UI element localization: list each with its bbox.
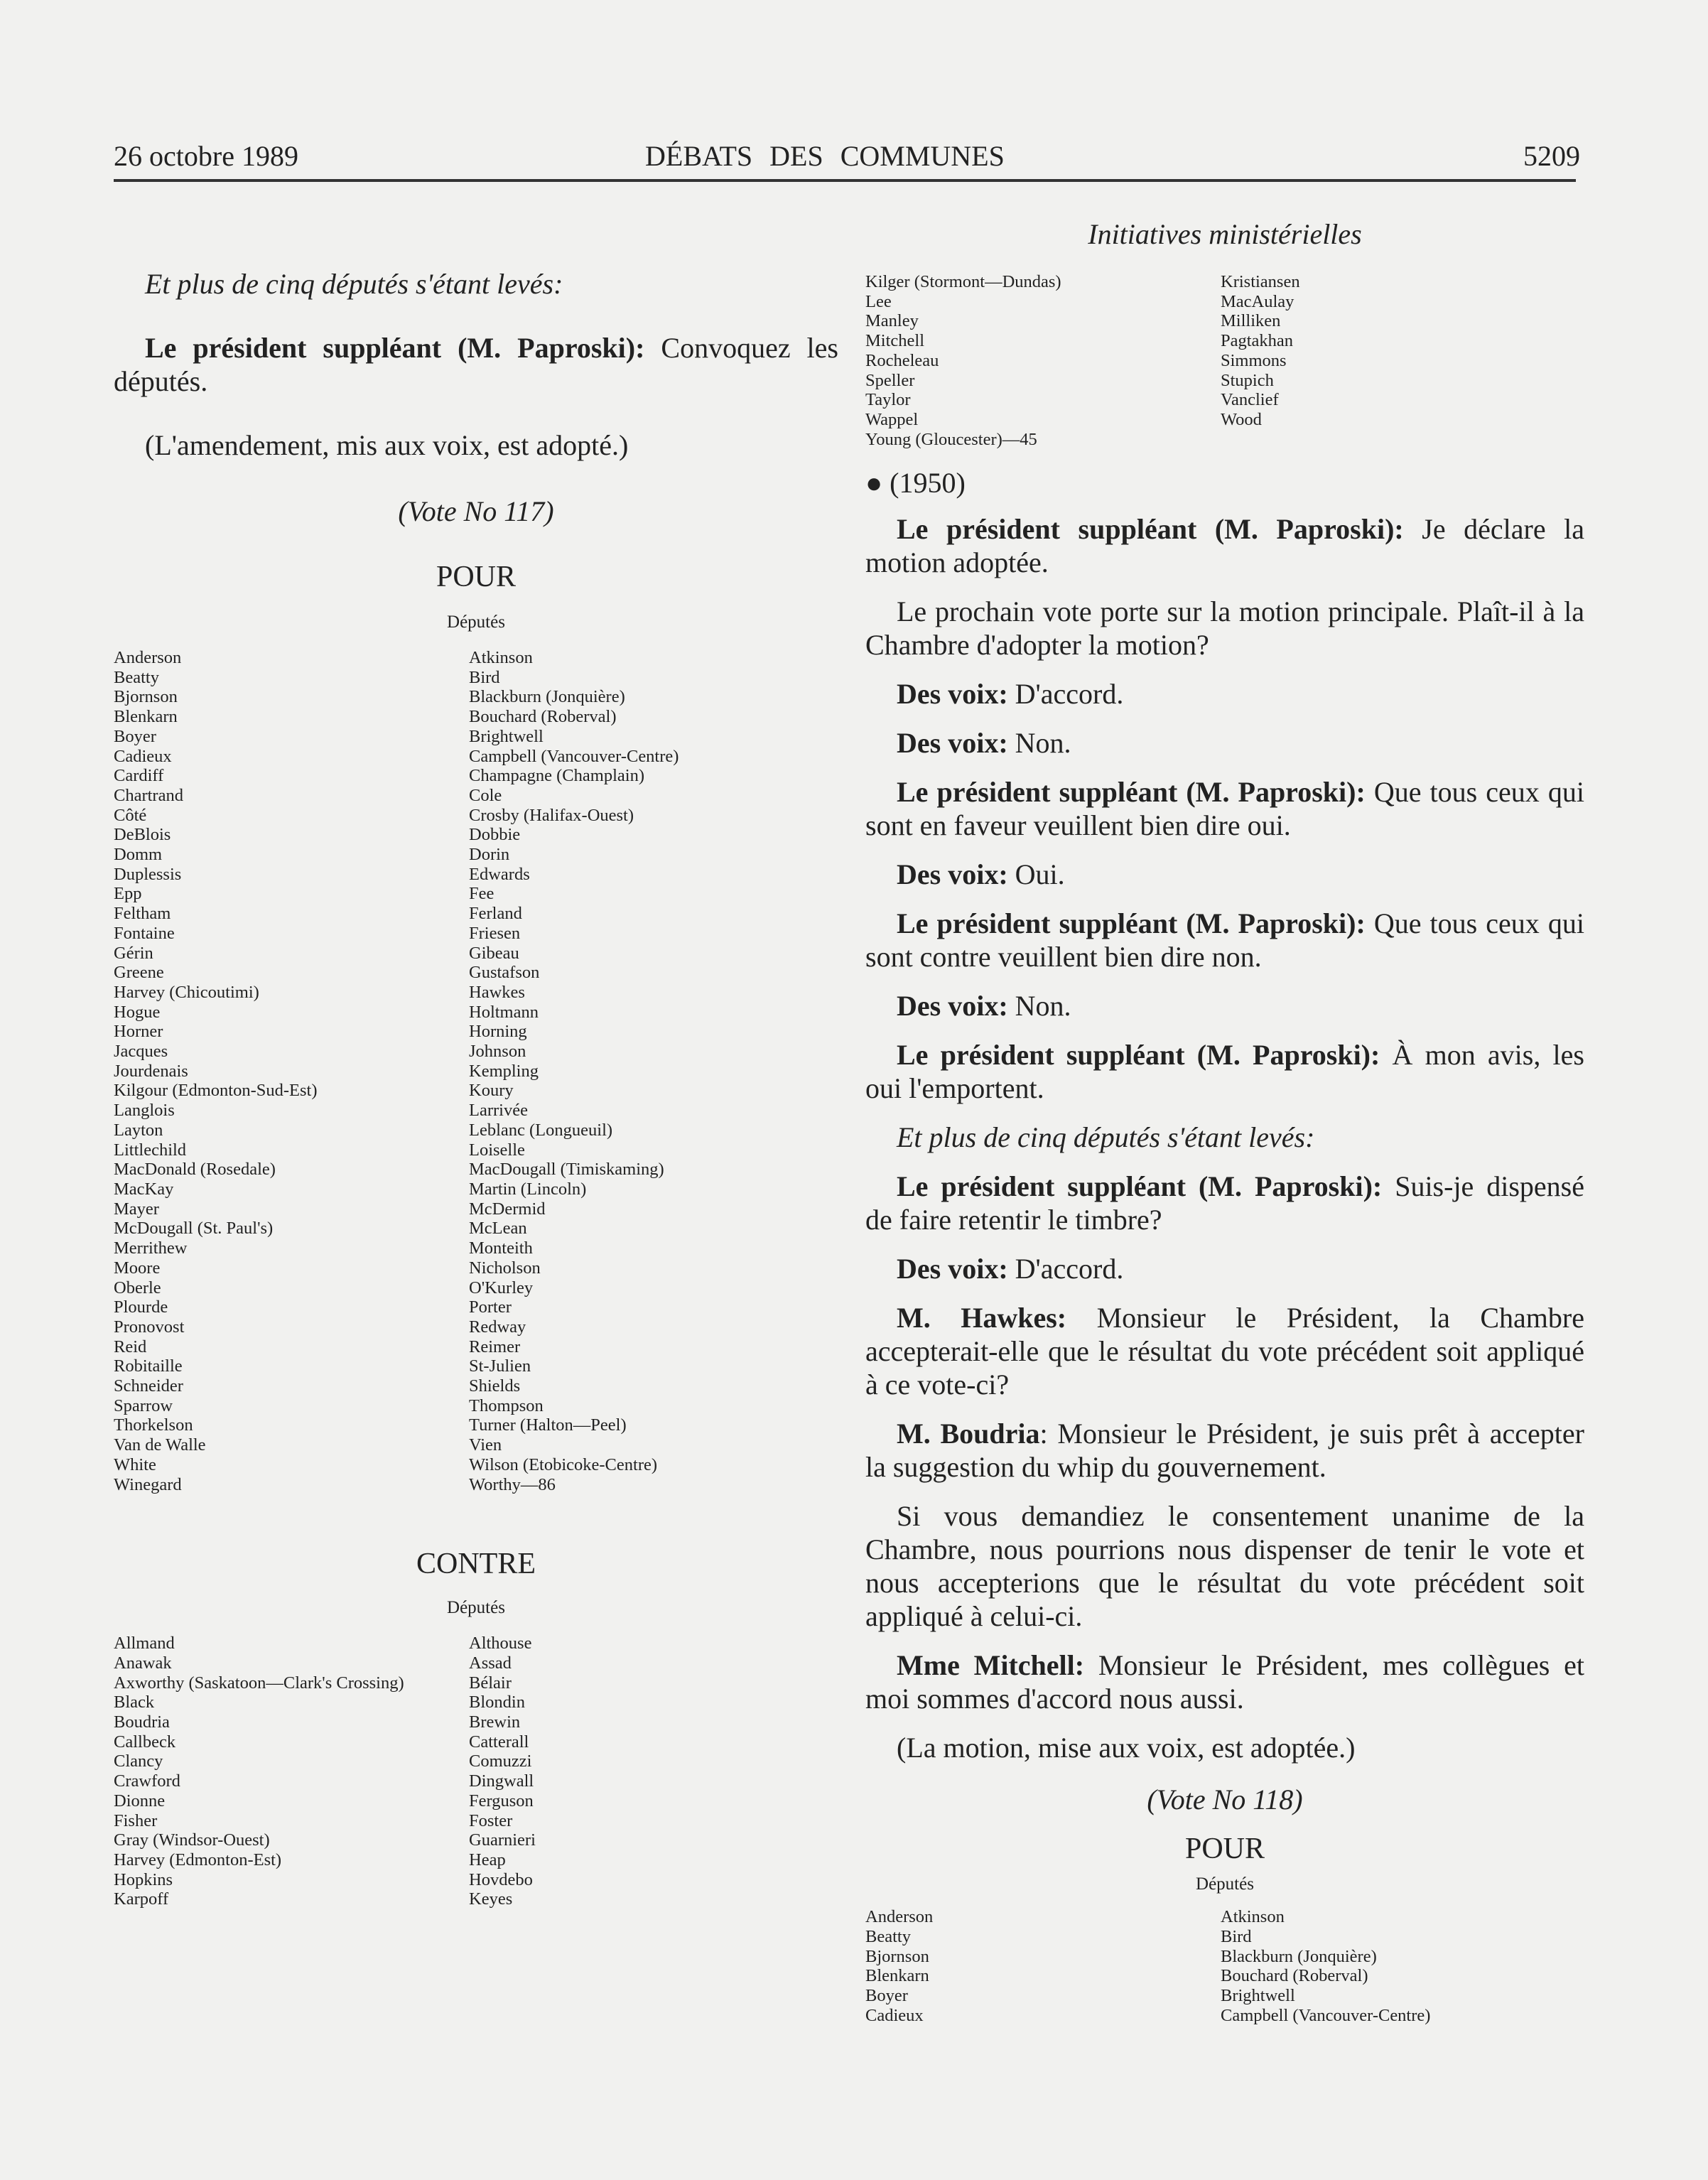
- member-name: Fisher: [114, 1811, 158, 1830]
- member-name: Blenkarn: [114, 707, 178, 727]
- page-number: 5209: [1523, 140, 1580, 172]
- paragraph-deputes-leves-2: Et plus de cinq députés s'étant levés:: [897, 1121, 1315, 1154]
- time-marker-text: (1950): [890, 467, 966, 500]
- member-name: Dobbie: [469, 825, 521, 845]
- speaker-name: Le président suppléant (M. Paproski):: [897, 776, 1366, 809]
- paragraph-deputes-leves: Et plus de cinq députés s'étant levés:: [145, 268, 563, 300]
- member-name: Kilger (Stormont—Dundas): [865, 272, 1061, 291]
- paragraph-voix-oui: [865, 858, 1584, 891]
- member-name: O'Kurley: [469, 1278, 534, 1297]
- member-name: Simmons: [1221, 350, 1287, 370]
- member-name: Hawkes: [469, 982, 525, 1002]
- speaker-name: Des voix:: [897, 678, 1008, 711]
- member-name: Catterall: [469, 1732, 529, 1752]
- speech-text: D'accord.: [1007, 678, 1124, 711]
- member-name: Assad: [469, 1653, 512, 1673]
- member-name: McLean: [469, 1219, 527, 1239]
- member-name: Harvey (Chicoutimi): [114, 982, 259, 1002]
- speech-text: Oui.: [1007, 858, 1065, 891]
- paragraph-convoquez: [114, 331, 838, 398]
- member-name: Ferland: [469, 904, 522, 924]
- header-rule: [114, 179, 1576, 182]
- member-name: Wappel: [865, 409, 919, 429]
- member-name: Thorkelson: [114, 1415, 193, 1435]
- member-name: Anderson: [114, 648, 182, 667]
- member-name: Wilson (Etobicoke-Centre): [469, 1455, 658, 1474]
- member-name: Domm: [114, 845, 163, 865]
- member-name: MacAulay: [1221, 291, 1294, 311]
- member-name: Campbell (Vancouver-Centre): [1221, 2005, 1431, 2025]
- member-name: Leblanc (Longueuil): [469, 1120, 613, 1140]
- member-name: Jacques: [114, 1042, 168, 1062]
- member-name: Boyer: [114, 726, 156, 746]
- speaker-name: M. Boudria: [897, 1418, 1040, 1450]
- member-name: Jourdenais: [114, 1061, 188, 1081]
- speech-text: Suis-je dispensé de faire retentir le timbre?: [865, 1170, 1584, 1236]
- pour-names-column-2: [469, 648, 838, 1494]
- member-name: Koury: [469, 1081, 514, 1101]
- member-name: Heap: [469, 1850, 506, 1869]
- member-name: Blackburn (Jonquière): [1221, 1946, 1377, 1966]
- member-name: Dionne: [114, 1791, 166, 1811]
- speaker-name: Le président suppléant (M. Paproski):: [145, 332, 645, 364]
- pour-names-column-1: [114, 648, 469, 1494]
- paragraph-oui-emportent: [865, 1038, 1584, 1105]
- member-name: White: [114, 1455, 156, 1474]
- speaker-name: Le président suppléant (M. Paproski):: [897, 1039, 1380, 1072]
- speech-text: Que tous ceux qui sont en faveur veuillent bien dire oui.: [865, 776, 1584, 842]
- pour-subheading: Députés: [447, 613, 505, 632]
- member-name: Rocheleau: [865, 350, 939, 370]
- member-name: Allmand: [114, 1634, 175, 1653]
- bullet-icon: ●: [865, 467, 883, 500]
- member-name: Bélair: [469, 1673, 512, 1693]
- member-name: Boudria: [114, 1712, 170, 1732]
- member-name: DeBlois: [114, 825, 171, 845]
- member-name: Speller: [865, 370, 915, 390]
- speech-text: Convoquez les députés.: [114, 332, 838, 397]
- paragraph-hawkes: [865, 1301, 1584, 1401]
- member-name: Loiselle: [469, 1140, 525, 1160]
- member-name: Pronovost: [114, 1317, 185, 1337]
- member-name: Epp: [114, 884, 142, 904]
- paragraph-boudria: [865, 1417, 1584, 1484]
- member-name: Fontaine: [114, 923, 175, 943]
- member-name: Cadieux: [865, 2005, 924, 2025]
- speech-text: Non.: [1007, 727, 1071, 760]
- vote-title-2: (Vote No 118): [1147, 1784, 1303, 1816]
- member-name: Gustafson: [469, 963, 540, 983]
- member-name: Keyes: [469, 1889, 513, 1909]
- contre-heading: CONTRE: [416, 1548, 536, 1581]
- paragraph-voix-non: [865, 726, 1584, 760]
- member-name: Johnson: [469, 1042, 526, 1062]
- member-name: Althouse: [469, 1634, 532, 1653]
- member-name: McDermid: [469, 1199, 546, 1219]
- member-name: Holtmann: [469, 1002, 539, 1022]
- pour-names-column-1: [865, 1907, 1221, 2025]
- paragraph-voix-non-2: [865, 989, 1584, 1022]
- member-name: Crawford: [114, 1771, 180, 1791]
- paragraph-prochain-vote: Le prochain vote porte sur la motion principale. Plaît-il à la Chambre d'adopter la motion?: [865, 595, 1584, 662]
- member-name: Kristiansen: [1221, 272, 1300, 291]
- member-name: Blackburn (Jonquière): [469, 687, 625, 707]
- pour-heading: POUR: [436, 561, 517, 593]
- header-date: 26 octobre 1989: [114, 140, 298, 172]
- member-name: Dingwall: [469, 1771, 534, 1791]
- member-name: Wood: [1221, 409, 1262, 429]
- member-name: Manley: [865, 311, 919, 331]
- speaker-name: Des voix:: [897, 990, 1008, 1022]
- member-name: Redway: [469, 1317, 526, 1337]
- contre-continued-column-2: [1221, 272, 1584, 449]
- speech-text: Je déclare la motion adoptée.: [865, 513, 1584, 579]
- pour-subheading-2: Députés: [1196, 1874, 1254, 1894]
- member-name: Bird: [1221, 1927, 1252, 1947]
- contre-subheading: Députés: [447, 1598, 505, 1618]
- paragraph-consentement: Si vous demandiez le consentement unanime de la Chambre, nous pourrions nous dispenser de tenir le vote et nous accepterions que le résultat du vote précédent soit appliqué à celui-ci.: [865, 1500, 1584, 1633]
- member-name: Merrithew: [114, 1239, 188, 1258]
- paragraph-voix-accord-2: [865, 1252, 1584, 1285]
- member-name: Gibeau: [469, 943, 519, 963]
- member-name: Porter: [469, 1297, 512, 1317]
- section-title: Initiatives ministérielles: [1088, 218, 1362, 250]
- contre-names-column-2: [469, 1634, 838, 1909]
- paragraph-motion-adoptee-2: (La motion, mise aux voix, est adoptée.): [897, 1732, 1356, 1764]
- member-name: Karpoff: [114, 1889, 169, 1909]
- member-name: Black: [114, 1693, 155, 1712]
- speaker-name: Le président suppléant (M. Paproski):: [897, 1170, 1383, 1203]
- member-name: Brewin: [469, 1712, 521, 1732]
- member-name: Duplessis: [114, 864, 182, 884]
- member-name: Bouchard (Roberval): [469, 707, 617, 727]
- member-name: Cole: [469, 785, 502, 805]
- speech-text: : Monsieur le Président, je suis prêt à accepter la suggestion du whip du gouvernement.: [865, 1418, 1584, 1484]
- member-name: Bjornson: [114, 687, 178, 707]
- member-name: St-Julien: [469, 1356, 531, 1376]
- member-name: Young (Gloucester)—45: [865, 429, 1037, 449]
- speaker-name: Mme Mitchell:: [897, 1649, 1085, 1682]
- contre-names-column-1: [114, 1634, 469, 1909]
- member-name: Brightwell: [469, 726, 544, 746]
- paragraph-motion-adoptee: [865, 512, 1584, 579]
- member-name: Van de Walle: [114, 1435, 206, 1455]
- paragraph-voix-accord: [865, 677, 1584, 711]
- pour-heading-2: POUR: [1184, 1833, 1265, 1866]
- speech-text: Monsieur le Président, mes collègues et moi sommes d'accord nous aussi.: [865, 1649, 1584, 1715]
- speaker-name: Des voix:: [897, 858, 1008, 891]
- member-name: Beatty: [114, 667, 159, 687]
- member-name: Turner (Halton—Peel): [469, 1415, 627, 1435]
- member-name: Reid: [114, 1337, 147, 1356]
- member-name: Anawak: [114, 1653, 172, 1673]
- member-name: McDougall (St. Paul's): [114, 1219, 274, 1239]
- member-name: Martin (Lincoln): [469, 1179, 587, 1199]
- speech-text: À mon avis, les oui l'emportent.: [865, 1039, 1584, 1105]
- header-title: DÉBATS DES COMMUNES: [645, 140, 1005, 172]
- member-name: Bjornson: [865, 1946, 929, 1966]
- member-name: Feltham: [114, 904, 171, 924]
- member-name: Callbeck: [114, 1732, 176, 1752]
- member-name: Côté: [114, 805, 147, 825]
- time-marker: [865, 466, 1584, 500]
- member-name: Horning: [469, 1022, 527, 1042]
- member-name: Taylor: [865, 390, 911, 410]
- paragraph-en-faveur: [865, 775, 1584, 842]
- member-name: Guarnieri: [469, 1830, 536, 1850]
- paragraph-timbre: [865, 1170, 1584, 1236]
- member-name: Gérin: [114, 943, 153, 963]
- member-name: Atkinson: [469, 648, 533, 667]
- member-name: Dorin: [469, 845, 510, 865]
- member-name: Winegard: [114, 1474, 182, 1494]
- speaker-name: Des voix:: [897, 1253, 1008, 1285]
- vote-title: (Vote No 117): [398, 495, 554, 527]
- pour-names-column-2: [1221, 1907, 1584, 2025]
- member-name: Stupich: [1221, 370, 1274, 390]
- member-name: Hovdebo: [469, 1869, 533, 1889]
- member-name: Ferguson: [469, 1791, 534, 1811]
- member-name: Greene: [114, 963, 164, 983]
- pour-names-list-2: [865, 1907, 1584, 2025]
- right-column: [865, 272, 1584, 2026]
- member-name: Atkinson: [1221, 1907, 1285, 1927]
- member-name: Cadieux: [114, 746, 172, 766]
- member-name: Larrivée: [469, 1101, 528, 1121]
- member-name: Oberle: [114, 1278, 161, 1297]
- member-name: Friesen: [469, 923, 521, 943]
- contre-names-list: [114, 1634, 838, 1909]
- contre-continued-list: [865, 272, 1584, 449]
- member-name: Boyer: [865, 1986, 908, 2006]
- member-name: Crosby (Halifax-Ouest): [469, 805, 634, 825]
- member-name: Vien: [469, 1435, 502, 1455]
- member-name: Nicholson: [469, 1258, 541, 1278]
- member-name: Lee: [865, 291, 892, 311]
- member-name: Blenkarn: [865, 1966, 929, 1986]
- member-name: Langlois: [114, 1101, 175, 1121]
- member-name: Gray (Windsor-Ouest): [114, 1830, 270, 1850]
- member-name: Worthy—86: [469, 1474, 556, 1494]
- member-name: Pagtakhan: [1221, 331, 1294, 351]
- member-name: Hopkins: [114, 1869, 173, 1889]
- speech-text: D'accord.: [1007, 1253, 1124, 1285]
- member-name: Chartrand: [114, 785, 183, 805]
- member-name: Hogue: [114, 1002, 161, 1022]
- member-name: Harvey (Edmonton-Est): [114, 1850, 282, 1869]
- paragraph-amendement-adopte: (L'amendement, mis aux voix, est adopté.): [145, 429, 629, 461]
- member-name: Champagne (Champlain): [469, 766, 644, 786]
- member-name: Anderson: [865, 1907, 934, 1927]
- speaker-name: Des voix:: [897, 727, 1008, 760]
- member-name: Bouchard (Roberval): [1221, 1966, 1368, 1986]
- member-name: Vanclief: [1221, 390, 1279, 410]
- member-name: Axworthy (Saskatoon—Clark's Crossing): [114, 1673, 404, 1693]
- member-name: Mitchell: [865, 331, 925, 351]
- member-name: Brightwell: [1221, 1986, 1295, 2006]
- member-name: Moore: [114, 1258, 161, 1278]
- pour-names-list: [114, 648, 838, 1494]
- member-name: MacKay: [114, 1179, 174, 1199]
- member-name: Cardiff: [114, 766, 164, 786]
- member-name: Foster: [469, 1811, 513, 1830]
- member-name: MacDonald (Rosedale): [114, 1160, 276, 1180]
- member-name: Monteith: [469, 1239, 533, 1258]
- member-name: Bird: [469, 667, 500, 687]
- member-name: Fee: [469, 884, 494, 904]
- member-name: Edwards: [469, 864, 530, 884]
- left-column: [114, 213, 838, 1909]
- member-name: Kilgour (Edmonton-Sud-Est): [114, 1081, 318, 1101]
- member-name: Robitaille: [114, 1356, 183, 1376]
- contre-continued-column-1: [865, 272, 1221, 449]
- member-name: Mayer: [114, 1199, 159, 1219]
- member-name: Comuzzi: [469, 1752, 532, 1771]
- member-name: Reimer: [469, 1337, 521, 1356]
- member-name: Thompson: [469, 1396, 544, 1415]
- member-name: Kempling: [469, 1061, 539, 1081]
- member-name: Layton: [114, 1120, 163, 1140]
- speech-text: Non.: [1007, 990, 1071, 1022]
- speech-text: Que tous ceux qui sont contre veuillent bien dire non.: [865, 907, 1584, 973]
- member-name: Blondin: [469, 1693, 525, 1712]
- member-name: Horner: [114, 1022, 163, 1042]
- paragraph-contre: [865, 907, 1584, 973]
- member-name: Littlechild: [114, 1140, 187, 1160]
- member-name: Milliken: [1221, 311, 1281, 331]
- member-name: MacDougall (Timiskaming): [469, 1160, 664, 1180]
- speaker-name: Le président suppléant (M. Paproski):: [897, 907, 1366, 940]
- member-name: Clancy: [114, 1752, 163, 1771]
- member-name: Beatty: [865, 1927, 911, 1947]
- speaker-name: Le président suppléant (M. Paproski):: [897, 513, 1404, 546]
- member-name: Plourde: [114, 1297, 168, 1317]
- member-name: Sparrow: [114, 1396, 173, 1415]
- member-name: Schneider: [114, 1376, 183, 1396]
- speaker-name: M. Hawkes:: [897, 1302, 1067, 1334]
- paragraph-mitchell: [865, 1649, 1584, 1715]
- member-name: Shields: [469, 1376, 521, 1396]
- speech-text: Monsieur le Président, la Chambre accepterait-elle que le résultat du vote précédent soit appliqué à ce vote-ci?: [865, 1302, 1584, 1401]
- member-name: Campbell (Vancouver-Centre): [469, 746, 679, 766]
